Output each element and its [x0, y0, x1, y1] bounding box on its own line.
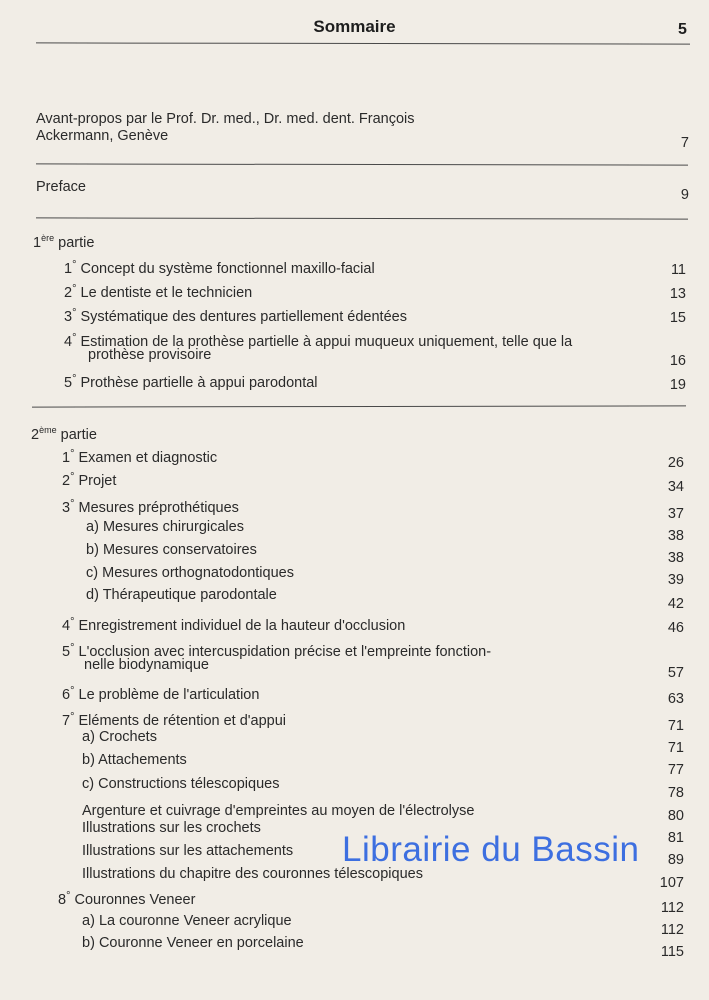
toc-page-number: 13 — [669, 286, 686, 302]
toc-page-number: 57 — [667, 665, 684, 681]
toc-subentry-part2-7a: a) Crochets — [82, 729, 157, 745]
toc-page-number: 115 — [660, 944, 684, 960]
toc-entry-part2-5-line2: nelle biodynamique — [84, 657, 209, 673]
toc-page-number: 37 — [667, 506, 684, 522]
toc-illustration-entry: Illustrations sur les crochets — [82, 820, 261, 836]
toc-entry-part1-4: 4° Estimation de la prothèse partielle à appui muqueux uniquement, telle que la — [64, 332, 573, 350]
section-rule — [32, 405, 686, 407]
toc-page-number: 39 — [667, 572, 684, 588]
toc-entry-part2-1: 1° Examen et diagnostic — [62, 448, 218, 466]
part-heading-2: 2ème partie — [31, 425, 97, 443]
header-rule — [36, 42, 690, 44]
toc-page-number: 112 — [660, 900, 684, 916]
toc-page-number: 38 — [667, 528, 684, 544]
toc-entry-part1-3: 3° Systématique des dentures partiellement édentées — [64, 307, 407, 325]
toc-page-number: 107 — [659, 875, 684, 891]
toc-entry-part2-5: 5° L'occlusion avec intercuspidation précise et l'empreinte fonction- — [62, 642, 492, 660]
toc-page-number: 71 — [667, 740, 684, 756]
toc-entry-preface: Preface — [36, 179, 86, 195]
toc-page-number: 34 — [667, 479, 684, 495]
watermark: Librairie du Bassin — [342, 830, 640, 869]
toc-subentry-part2-3c: c) Mesures orthognatodontiques — [86, 565, 294, 581]
toc-entry-avant-propos-line2: Ackermann, Genève — [36, 128, 169, 144]
toc-page-number: 16 — [669, 353, 686, 369]
toc-page-number: 11 — [670, 262, 686, 278]
toc-page-number: 15 — [669, 310, 686, 326]
toc-page-number: 19 — [669, 377, 686, 393]
toc-subentry-part2-3d: d) Thérapeutique parodontale — [86, 587, 277, 603]
toc-subentry-part2-8a: a) La couronne Veneer acrylique — [82, 913, 292, 929]
toc-page-number: 42 — [667, 596, 684, 612]
toc-subentry-part2-8b: b) Couronne Veneer en porcelaine — [82, 935, 304, 951]
toc-entry-part1-5: 5° Prothèse partielle à appui parodontal — [64, 373, 318, 391]
toc-page-number: 26 — [667, 455, 684, 471]
toc-entry-part1-2: 2° Le dentiste et le technicien — [64, 283, 253, 301]
toc-page-number: 78 — [667, 785, 684, 801]
toc-entry-avant-propos-line1: Avant-propos par le Prof. Dr. med., Dr. med. dent. François — [36, 111, 415, 127]
toc-page-number: 38 — [667, 550, 684, 566]
toc-page-number: 80 — [667, 808, 684, 824]
toc-page-number: 81 — [667, 830, 684, 846]
toc-entry-part2-7: 7° Eléments de rétention et d'appui — [62, 711, 287, 729]
section-rule — [36, 217, 688, 219]
toc-page-number: 89 — [667, 852, 684, 868]
toc-page-number: 9 — [680, 187, 689, 203]
toc-page-number: 46 — [667, 620, 684, 636]
toc-illustration-entry: Argenture et cuivrage d'empreintes au moyen de l'électrolyse — [82, 803, 475, 819]
toc-illustration-entry: Illustrations sur les attachements — [82, 843, 294, 859]
toc-illustration-entry: Illustrations du chapitre des couronnes télescopiques — [82, 866, 423, 882]
toc-subentry-part2-3b: b) Mesures conservatoires — [86, 542, 257, 558]
page-number: 5 — [678, 21, 687, 38]
page-title: Sommaire — [313, 17, 396, 36]
toc-entry-part1-4-line2: prothèse provisoire — [88, 347, 212, 363]
toc-entry-part2-3: 3° Mesures préprothétiques — [62, 498, 239, 516]
toc-page-number: 63 — [667, 691, 684, 707]
part-heading-1: 1ère partie — [33, 233, 95, 251]
toc-page-number: 71 — [667, 718, 684, 734]
toc-entry-part2-4: 4° Enregistrement individuel de la hauteur d'occlusion — [62, 616, 406, 634]
section-rule — [36, 163, 688, 165]
toc-page-number: 7 — [680, 135, 689, 151]
toc-entry-part2-2: 2° Projet — [62, 471, 117, 489]
toc-entry-part1-1: 1° Concept du système fonctionnel maxillo-facial — [64, 259, 375, 277]
toc-subentry-part2-7b: b) Attachements — [82, 752, 187, 768]
toc-subentry-part2-3a: a) Mesures chirurgicales — [86, 519, 244, 535]
toc-page-number: 77 — [667, 762, 684, 778]
toc-entry-part2-8: 8° Couronnes Veneer — [58, 890, 196, 908]
toc-page-number: 112 — [660, 922, 684, 938]
toc-subentry-part2-7c: c) Constructions télescopiques — [82, 776, 280, 792]
toc-entry-part2-6: 6° Le problème de l'articulation — [62, 685, 260, 703]
